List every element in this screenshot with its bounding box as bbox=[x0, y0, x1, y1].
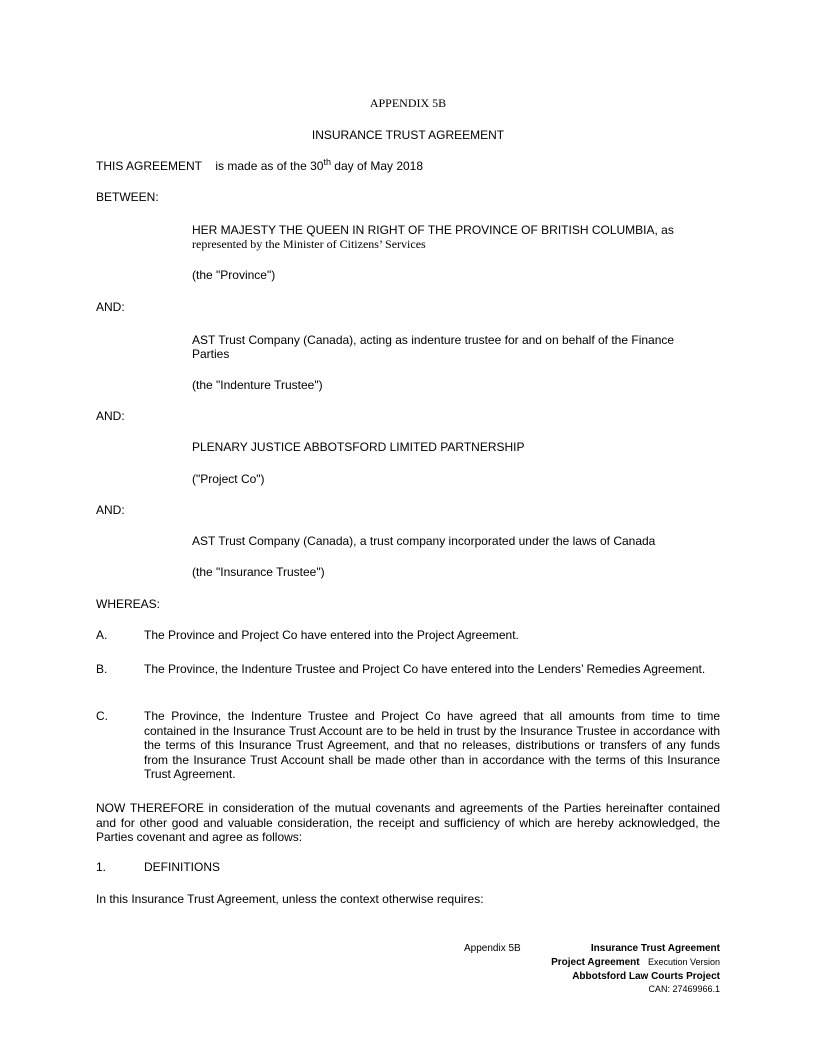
party-insurance-trustee bbox=[192, 534, 655, 548]
and-label: AND: bbox=[96, 300, 125, 314]
party-alias: (the "Insurance Trustee") bbox=[192, 565, 325, 579]
appendix-heading: APPENDIX 5B bbox=[369, 96, 447, 110]
section-heading: DEFINITIONS bbox=[144, 860, 221, 874]
footer-doc-title bbox=[591, 943, 720, 954]
whereas-label: WHEREAS: bbox=[96, 597, 161, 611]
recital-letter: C. bbox=[96, 709, 108, 723]
party-alias: (the "Indenture Trustee") bbox=[192, 378, 323, 392]
opening-line bbox=[96, 157, 423, 173]
party-alias: (the "Province") bbox=[192, 268, 276, 282]
now-therefore-paragraph: NOW THEREFORE in consideration of the mutual covenants and agreements of the Parties hereinafter contained and for other good and valuable consideration, the receipt and sufficiency of which are hereby acknowledged, the Parties covenant and agree as follows: bbox=[96, 801, 720, 845]
footer-project-name-text: Abbotsford Law Courts Project bbox=[572, 971, 720, 982]
opening-date-text: is made as of the 30 bbox=[215, 159, 324, 173]
footer-project-agreement: Project Agreement bbox=[551, 957, 640, 968]
recital-letter: A. bbox=[96, 628, 108, 642]
party-project-co bbox=[192, 440, 525, 454]
date-superscript: th bbox=[323, 157, 331, 167]
recital-text: The Province and Project Co have entered into the Project Agreement. bbox=[144, 628, 519, 642]
recital-text: The Province, the Indenture Trustee and Project Co have agreed that all amounts from time to time contained in the Insurance Trust Account are to be held in trust by the Insurance Trustee in accordance with the terms of this Insurance Trust Agreement, and that no releases, distributions or transfers of any funds from the Insurance Trust Account shall be made other than in accordance with the terms of this Insurance Trust Agreement. bbox=[144, 709, 720, 782]
footer-version-line bbox=[551, 957, 720, 968]
party-indenture-trustee bbox=[192, 333, 720, 361]
party-province bbox=[192, 223, 720, 251]
footer-appendix: Appendix 5B bbox=[464, 943, 521, 954]
footer-can-text: CAN: 27469966.1 bbox=[648, 984, 720, 994]
between-label: BETWEEN: bbox=[96, 190, 159, 204]
footer-doc-title-text: Insurance Trust Agreement bbox=[590, 943, 720, 954]
party-name-line1: HER MAJESTY THE QUEEN IN RIGHT OF THE PROVINCE OF BRITISH COLUMBIA, as bbox=[192, 223, 674, 237]
opening-lead: THIS AGREEMENT bbox=[96, 159, 203, 173]
party-name-line1: PLENARY JUSTICE ABBOTSFORD LIMITED PARTNERSHIP bbox=[192, 440, 525, 454]
recital-letter: B. bbox=[96, 662, 108, 676]
party-name-line1: AST Trust Company (Canada), a trust company incorporated under the laws of Canada bbox=[192, 534, 656, 548]
and-label: AND: bbox=[96, 409, 125, 423]
party-name-line2: Parties bbox=[192, 347, 230, 361]
footer-project-name bbox=[572, 971, 720, 982]
opening-date-month: day of May 2018 bbox=[334, 159, 424, 173]
party-name-line2: represented by the Minister of Citizens’ Services bbox=[192, 237, 426, 251]
footer-execution-version: Execution Version bbox=[647, 957, 720, 967]
and-label: AND: bbox=[96, 503, 125, 517]
recital-text: The Province, the Indenture Trustee and Project Co have entered into the Lenders’ Remedies Agreement. bbox=[144, 662, 706, 676]
party-name-line1: AST Trust Company (Canada), acting as indenture trustee for and on behalf of the Finance bbox=[192, 333, 675, 347]
document-title: INSURANCE TRUST AGREEMENT bbox=[311, 128, 505, 142]
footer-can bbox=[648, 984, 720, 995]
section-number: 1. bbox=[96, 860, 107, 874]
definitions-intro: In this Insurance Trust Agreement, unless the context otherwise requires: bbox=[96, 892, 484, 906]
party-alias: ("Project Co") bbox=[192, 472, 265, 486]
